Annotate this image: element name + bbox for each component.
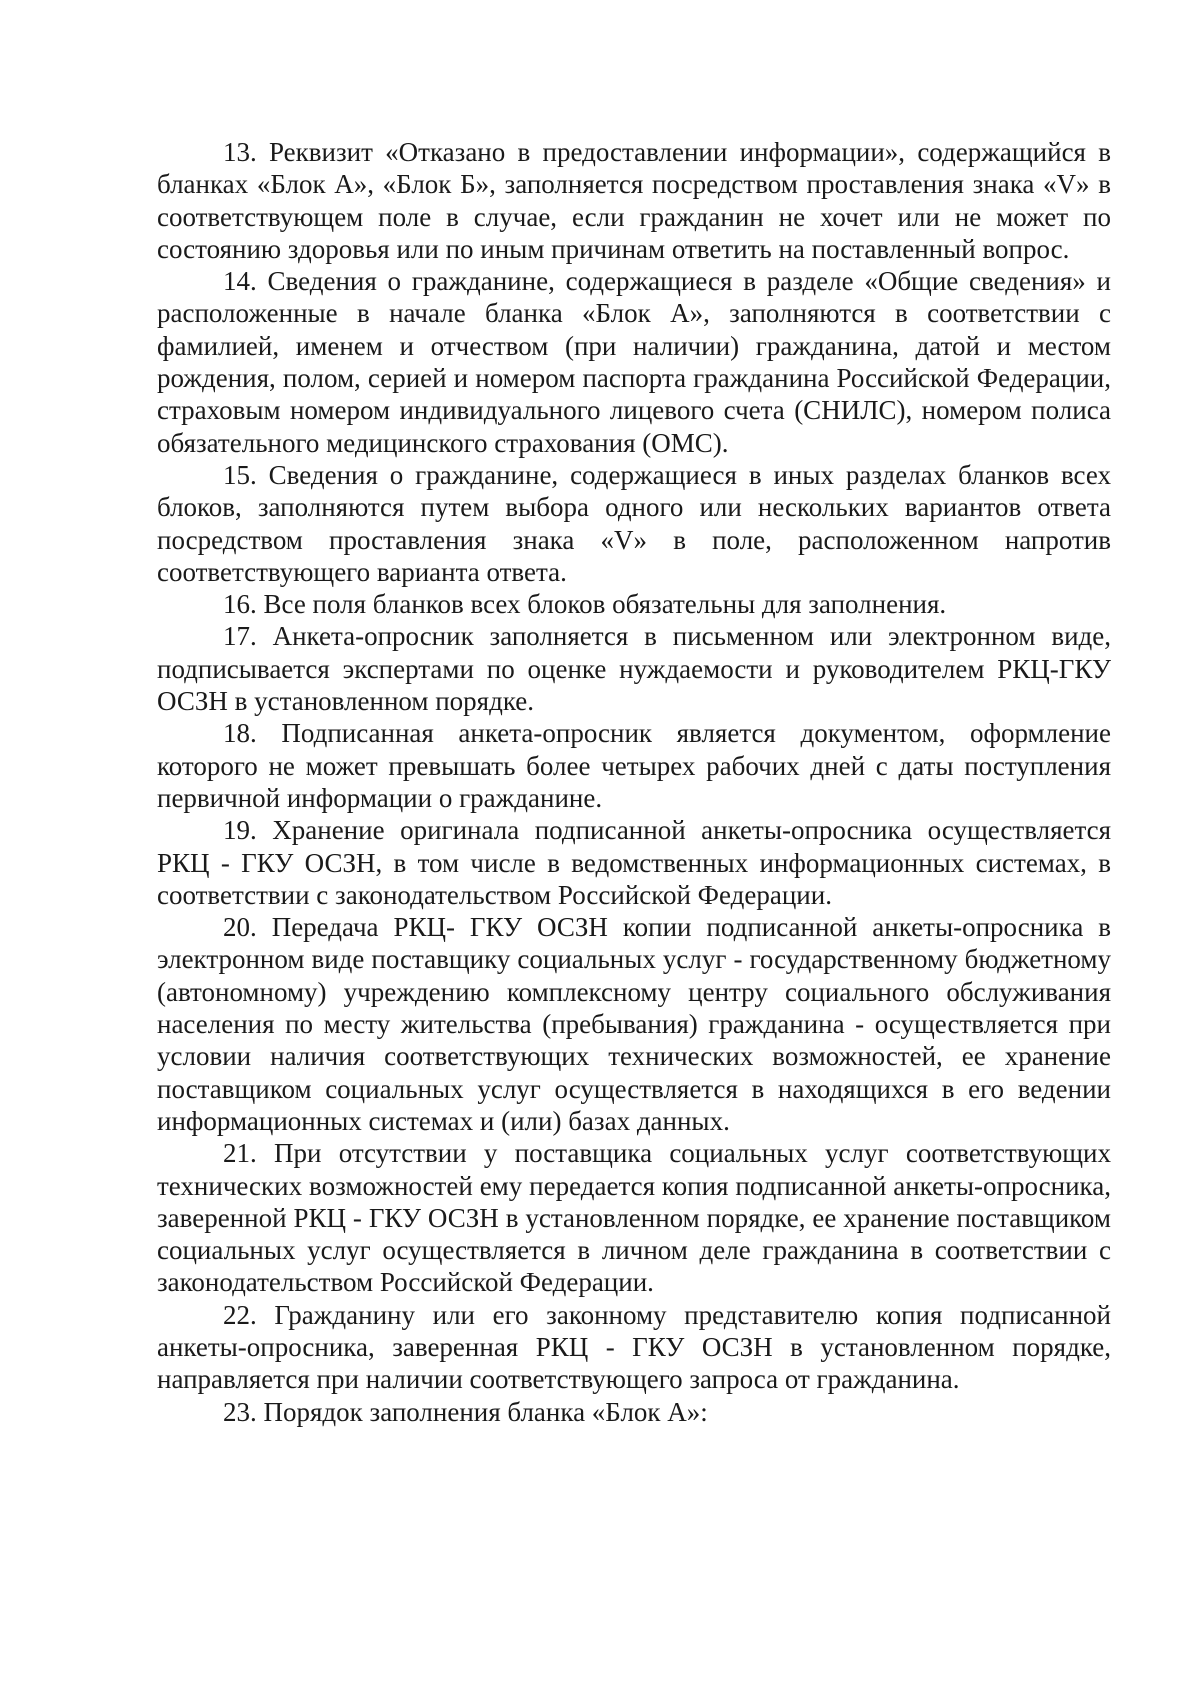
paragraph-23: 23. Порядок заполнения бланка «Блок А»:	[223, 1396, 708, 1427]
paragraph-16: 16. Все поля бланков всех блоков обязательны для заполнения.	[223, 589, 947, 620]
paragraph-13: 13. Реквизит «Отказано в предоставлении информации», содержащийся в бланках «Блок А», «Блок Б», заполняется посредством проставления знака «V» в соответствующем поле в случае, если гражданин не хочет или не может по состоянию здоровья или по иным причинам ответить на поставленный вопрос.	[157, 137, 1111, 264]
paragraph-19: 19. Хранение оригинала подписанной анкеты-опросника осуществляется РКЦ - ГКУ ОСЗН, в том числе в ведомственных информационных системах, в соответствии с законодательством Российской Федерации.	[157, 815, 1111, 910]
paragraph-18: 18. Подписанная анкета-опросник является документом, оформление которого не может превышать более четырех рабочих дней с даты поступления первичной информации о гражданине.	[157, 718, 1111, 813]
paragraph-20: 20. Передача РКЦ- ГКУ ОСЗН копии подписанной анкеты-опросника в электронном виде поставщику социальных услуг - государственному бюджетному (автономному) учреждению комплексному центру социального обслуживания населения по месту жительства (пребывания) гражданина - осуществляется при условии наличия соответствующих технических возможностей, ее хранение поставщиком социальных услуг осуществляется в находящихся в его ведении информационных системах и (или) базах данных.	[157, 912, 1111, 1136]
document-body	[157, 136, 1111, 1428]
paragraph-15: 15. Сведения о гражданине, содержащиеся в иных разделах бланков всех блоков, заполняются путем выбора одного или нескольких вариантов ответа посредством проставления знака «V» в поле, расположенном напротив соответствующего варианта ответа.	[157, 459, 1111, 587]
paragraph-17: 17. Анкета-опросник заполняется в письменном или электронном виде, подписывается экспертами по оценке нуждаемости и руководителем РКЦ-ГКУ ОСЗН в установленном порядке.	[157, 621, 1111, 717]
paragraph-22: 22. Гражданину или его законному представителю копия подписанной анкеты-опросника, заверенная РКЦ - ГКУ ОСЗН в установленном порядке, направляется при наличии соответствующего запроса от гражданина.	[157, 1299, 1111, 1395]
paragraph-21: 21. При отсутствии у поставщика социальных услуг соответствующих технических возможностей ему передается копия подписанной анкеты-опросника, заверенной РКЦ - ГКУ ОСЗН в установленном порядке, ее хранение поставщиком социальных услуг осуществляется в личном деле гражданина в соответствии с законодательством Российской Федерации.	[157, 1138, 1111, 1298]
paragraph-14: 14. Сведения о гражданине, содержащиеся в разделе «Общие сведения» и расположенные в начале бланка «Блок А», заполняются в соответствии с фамилией, именем и отчеством (при наличии) гражданина, датой и местом рождения, полом, серией и номером паспорта гражданина Российской Федерации, страховым номером индивидуального лицевого счета (СНИЛС), номером полиса обязательного медицинского страхования (ОМС).	[157, 266, 1111, 458]
